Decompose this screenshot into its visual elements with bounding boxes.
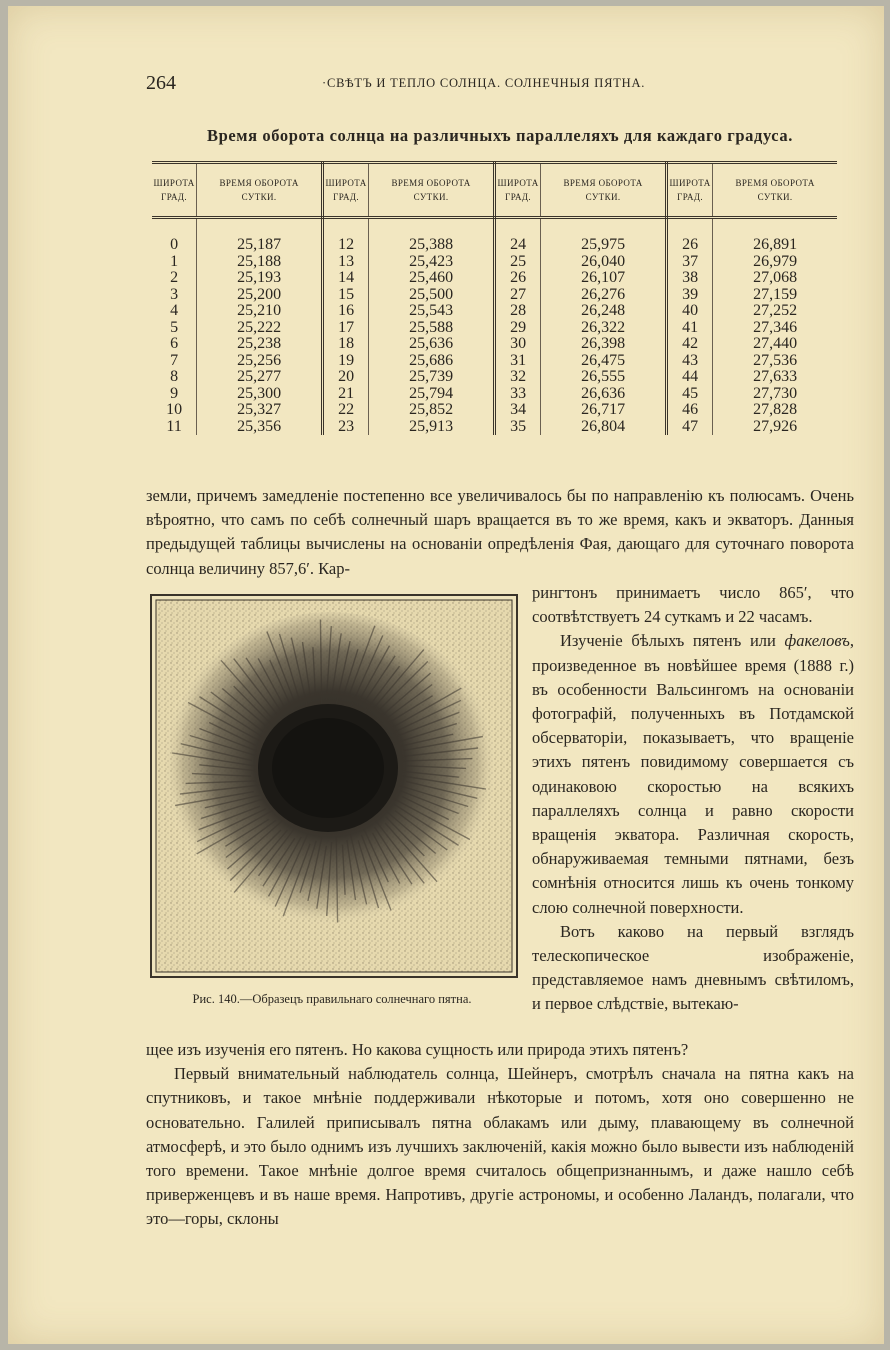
- latitude-cell: 6: [152, 336, 197, 353]
- latitude-cell: 7: [152, 353, 197, 370]
- latitude-cell: 35: [494, 419, 540, 436]
- period-cell: 25,300: [197, 386, 323, 403]
- right-column: [532, 581, 854, 1017]
- period-cell: 26,891: [753, 236, 798, 253]
- period-cell: 26,040: [541, 254, 667, 271]
- period-cell: 27,730: [753, 384, 798, 402]
- paragraph-1: [146, 484, 854, 581]
- period-cell: 25,210: [197, 303, 323, 320]
- figure-caption: Рис. 140.—Образецъ правильнаго солнечнаго пятна.: [192, 992, 472, 1006]
- period-cell: 27,159: [753, 285, 798, 303]
- period-cell: 27,068: [753, 269, 798, 286]
- period-cell: 26,398: [541, 336, 667, 353]
- latitude-cell: 13: [322, 254, 368, 271]
- period-cell: 26,555: [541, 369, 667, 386]
- period-cell: 26,107: [541, 270, 667, 287]
- latitude-cell: 1: [152, 254, 197, 271]
- latitude-cell: 24: [494, 218, 540, 254]
- period-cell: 26,248: [541, 303, 667, 320]
- running-head: [146, 72, 846, 94]
- latitude-cell: 41: [666, 320, 712, 337]
- sunspot-figure: [150, 594, 518, 978]
- period-cell: 26,717: [541, 402, 667, 419]
- latitude-cell: 29: [494, 320, 540, 337]
- paragraph-3: Вотъ каково на первый взглядъ телескопическое изображеніе, представляемое намъ дневнымъ свѣтиломъ, и первое слѣдствіе, вытекаю-: [532, 921, 854, 1014]
- latitude-cell: 17: [322, 320, 368, 337]
- table-row: [152, 303, 837, 320]
- header-latitude: ШИРОТА ГРАД.: [666, 163, 712, 218]
- latitude-cell: 32: [494, 369, 540, 386]
- table-body: [152, 218, 837, 436]
- paragraph-1-continuation: рингтонъ принимаетъ число 865′, что соотвѣтствуетъ 24 суткамъ и 22 часамъ.: [532, 583, 854, 627]
- latitude-cell: 4: [152, 303, 197, 320]
- latitude-cell: 25: [494, 254, 540, 271]
- header-period: ВРЕМЯ ОБОРОТА СУТКИ.: [369, 163, 495, 218]
- latitude-cell: 31: [494, 353, 540, 370]
- table-row: [152, 419, 837, 436]
- page-number: 264: [146, 72, 176, 94]
- latitude-cell: 16: [322, 303, 368, 320]
- latitude-cell: 22: [322, 402, 368, 419]
- latitude-cell: 9: [152, 386, 197, 403]
- paragraph-2-text-b: , произведенное въ новѣйшее время (1888 г.) въ особенности Вальсингомъ на основаніи фотографій, полученныхъ въ Потдамской обсерваторіи, показываетъ, что вращеніе этихъ пятенъ повидимому совершается съ одинаковою скоростью на всякихъ параллеляхъ солнца и равно скорости вращенія экватора. Различная скорость, обнаруживаемая темными пятнами, безъ сомнѣнія относится лишь къ очень тонкому слою солнечной поверхности.: [532, 631, 854, 917]
- period-cell: 25,636: [369, 336, 495, 353]
- header-latitude: ШИРОТА ГРАД.: [322, 163, 368, 218]
- period-cell: 25,543: [369, 303, 495, 320]
- period-cell: 27,926: [753, 417, 798, 435]
- table-row: [152, 369, 837, 386]
- paragraph-3-continuation: щее изъ изученія его пятенъ. Но какова сущность или природа этихъ пятенъ?: [146, 1040, 689, 1059]
- table-header-row: [152, 163, 837, 218]
- latitude-cell: 45: [666, 386, 712, 403]
- latitude-cell: 2: [152, 270, 197, 287]
- period-cell: 25,238: [197, 336, 323, 353]
- table-row: [152, 353, 837, 370]
- latitude-cell: 18: [322, 336, 368, 353]
- latitude-cell: 40: [666, 303, 712, 320]
- period-cell: 25,388: [369, 218, 495, 254]
- latitude-cell: 23: [322, 419, 368, 436]
- period-cell: 27,633: [753, 368, 798, 385]
- latitude-cell: 20: [322, 369, 368, 386]
- period-cell: 25,188: [197, 254, 323, 271]
- book-page: [8, 6, 884, 1344]
- period-cell: 25,327: [197, 402, 323, 419]
- latitude-cell: 34: [494, 402, 540, 419]
- paragraph-1-text: земли, причемъ замедленіе постепенно все увеличивалось бы по направленію къ полюсамъ. Очень вѣроятно, что самъ по себѣ солнечный шаръ вращается въ то же время, какъ и экваторъ. Данныя предыдущей таблицы вычислены на основаніи опредѣленія Фая, дающаго для суточнаго поворота солнца величину 857,6′. Кар-: [146, 486, 854, 578]
- period-cell: 26,322: [541, 320, 667, 337]
- period-cell: 25,193: [197, 270, 323, 287]
- latitude-cell: 42: [666, 336, 712, 353]
- period-cell: 25,423: [369, 254, 495, 271]
- latitude-cell: 5: [152, 320, 197, 337]
- period-cell: 25,200: [197, 287, 323, 304]
- latitude-cell: 26: [666, 218, 712, 254]
- period-cell: 26,804: [541, 419, 667, 436]
- period-cell: 27,536: [753, 351, 798, 369]
- latitude-cell: 26: [494, 270, 540, 287]
- latitude-cell: 27: [494, 287, 540, 304]
- period-cell: 26,979: [753, 252, 798, 270]
- period-cell: 25,686: [369, 353, 495, 370]
- period-cell: 25,913: [369, 419, 495, 436]
- period-cell: 25,588: [369, 320, 495, 337]
- running-title: ·СВѢТЪ И ТЕПЛО СОЛНЦА. СОЛНЕЧНЫЯ ПЯТНА.: [322, 76, 646, 90]
- latitude-cell: 43: [666, 353, 712, 370]
- table-row: [152, 218, 837, 254]
- latitude-cell: 15: [322, 287, 368, 304]
- paragraph-2: [532, 629, 854, 919]
- latitude-cell: 12: [322, 218, 368, 254]
- period-cell: 27,440: [753, 335, 798, 352]
- period-cell: 27,252: [753, 302, 798, 319]
- latitude-cell: 39: [666, 287, 712, 304]
- header-latitude: ШИРОТА ГРАД.: [152, 163, 197, 218]
- header-period: ВРЕМЯ ОБОРОТА СУТКИ.: [541, 163, 667, 218]
- latitude-cell: 46: [666, 402, 712, 419]
- lower-text: [146, 1038, 854, 1232]
- period-cell: 25,852: [369, 402, 495, 419]
- period-cell: 25,794: [369, 386, 495, 403]
- latitude-cell: 33: [494, 386, 540, 403]
- latitude-cell: 47: [666, 419, 712, 436]
- latitude-cell: 14: [322, 270, 368, 287]
- period-cell: 26,636: [541, 386, 667, 403]
- paragraph-4: Первый внимательный наблюдатель солнца, Шейнеръ, смотрѣлъ сначала на пятна какъ на спутниковъ, и такое мнѣніе поддерживали нѣкоторые и потомъ, хотя оно совершенно не основательно. Галилей приписывалъ пятна облакамъ или дыму, плавающему въ солнечной атмосферѣ, и это было однимъ изъ лучшихъ заключеній, какія можно было вывести изъ наблюденій того времени. Такое мнѣніе долгое время считалось общепризнаннымъ, и даже нашло себѣ приверженцевъ и въ наше время. Напротивъ, другіе астрономы, и особенно Лаландъ, полагали, что это—горы, склоны: [146, 1064, 854, 1229]
- latitude-cell: 0: [152, 218, 197, 254]
- latitude-cell: 19: [322, 353, 368, 370]
- header-period: ВРЕМЯ ОБОРОТА СУТКИ.: [197, 163, 323, 218]
- period-cell: 26,276: [541, 287, 667, 304]
- period-cell: 25,277: [197, 369, 323, 386]
- latitude-cell: 8: [152, 369, 197, 386]
- latitude-cell: 11: [152, 419, 197, 436]
- table-title: Время оборота солнца на различныхъ параллеляхъ для каждаго градуса.: [207, 126, 793, 145]
- period-cell: 25,256: [197, 353, 323, 370]
- table-row: [152, 254, 837, 271]
- latitude-cell: 30: [494, 336, 540, 353]
- header-latitude: ШИРОТА ГРАД.: [494, 163, 540, 218]
- latitude-cell: 37: [666, 254, 712, 271]
- header-period: ВРЕМЯ ОБОРОТА СУТКИ.: [713, 163, 837, 218]
- period-cell: 25,187: [197, 218, 323, 254]
- latitude-cell: 38: [666, 270, 712, 287]
- table-row: [152, 287, 837, 304]
- latitude-cell: 44: [666, 369, 712, 386]
- period-cell: 25,975: [541, 218, 667, 254]
- table-row: [152, 402, 837, 419]
- latitude-cell: 21: [322, 386, 368, 403]
- period-cell: 27,346: [753, 318, 798, 336]
- period-cell: 26,475: [541, 353, 667, 370]
- table-row: [152, 336, 837, 353]
- table-row: [152, 270, 837, 287]
- paragraph-2-text-a: Изученіе бѣлыхъ пятенъ или: [560, 631, 785, 651]
- period-cell: 25,356: [197, 419, 323, 436]
- latitude-cell: 10: [152, 402, 197, 419]
- period-cell: 25,500: [369, 287, 495, 304]
- period-cell: 25,460: [369, 270, 495, 287]
- period-cell: 25,222: [197, 320, 323, 337]
- latitude-cell: 28: [494, 303, 540, 320]
- sunspot-illustration: [152, 596, 516, 976]
- period-cell: 25,739: [369, 369, 495, 386]
- table-row: [152, 386, 837, 403]
- rotation-table: [152, 161, 837, 435]
- paragraph-2-italic: факеловъ: [784, 631, 850, 651]
- latitude-cell: 3: [152, 287, 197, 304]
- table-row: [152, 320, 837, 337]
- period-cell: 27,828: [753, 401, 798, 418]
